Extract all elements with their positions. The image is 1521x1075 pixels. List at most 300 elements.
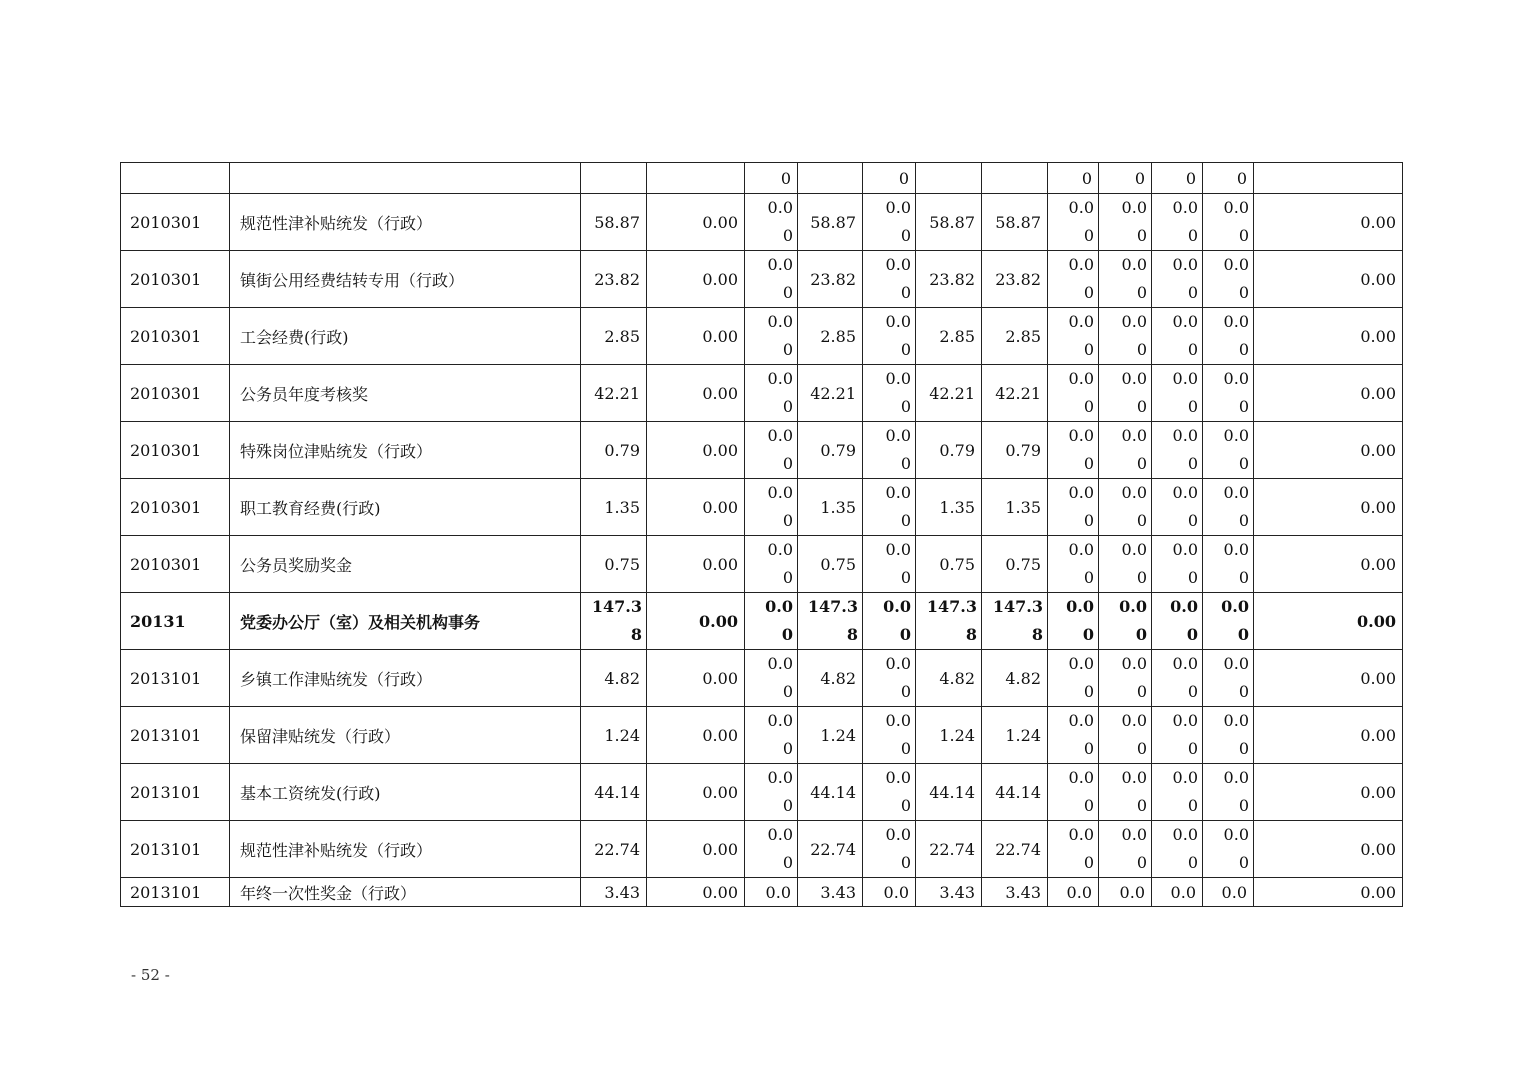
amount-cell: 0.00 (647, 821, 745, 878)
cell-line: 0 (1187, 454, 1198, 473)
cell-line: 0 (782, 511, 793, 530)
amount-cell (982, 593, 1048, 650)
cell-line: 0 (782, 796, 793, 815)
amount-cell: 58.87 (798, 194, 863, 251)
cell-line: 0.0 (1223, 711, 1249, 730)
cell-line: 0.0 (1223, 198, 1249, 217)
cell-line: 0 (900, 340, 911, 359)
amount-cell (1099, 251, 1152, 308)
amount-cell: 0.00 (1254, 650, 1403, 707)
cell-line: 0 (781, 625, 793, 644)
cell-line: 0 (1136, 454, 1147, 473)
cell-line: 0.0 (1068, 483, 1094, 502)
amount-cell (1048, 821, 1099, 878)
amount-cell: 0.0 (1048, 878, 1099, 907)
amount-cell (1152, 593, 1203, 650)
cell-line: 147.3 (591, 597, 642, 616)
cell-line: 0 (782, 226, 793, 245)
subject-name: 工会经费(行政) (230, 308, 581, 365)
subject-name: 基本工资统发(行政) (230, 764, 581, 821)
cell-line: 0.0 (1068, 426, 1094, 445)
cell-line: 0 (1083, 283, 1094, 302)
cell-line: 0 (1136, 796, 1147, 815)
cell-line: 0.0 (1068, 711, 1094, 730)
amount-cell: 0.00 (647, 707, 745, 764)
cell-line: 0 (1083, 340, 1094, 359)
subject-name: 规范性津补贴统发（行政） (230, 821, 581, 878)
table-cell: 0 (1152, 163, 1203, 194)
amount-cell (863, 251, 916, 308)
amount-cell (1152, 479, 1203, 536)
amount-cell: 44.14 (916, 764, 982, 821)
subject-code: 2010301 (121, 536, 230, 593)
amount-cell (745, 422, 798, 479)
cell-line: 0 (1083, 796, 1094, 815)
cell-line: 0.0 (1223, 825, 1249, 844)
cell-line: 0.0 (1068, 369, 1094, 388)
amount-cell: 0.00 (647, 308, 745, 365)
cell-line: 0.0 (1068, 768, 1094, 787)
amount-cell: 0.75 (581, 536, 647, 593)
amount-cell (1048, 365, 1099, 422)
amount-cell (1152, 365, 1203, 422)
amount-cell (863, 764, 916, 821)
amount-cell (745, 194, 798, 251)
amount-cell: 0.00 (1254, 308, 1403, 365)
cell-line: 0.0 (1223, 483, 1249, 502)
table-row (121, 163, 1403, 194)
amount-cell: 1.35 (581, 479, 647, 536)
cell-line: 0 (1238, 739, 1249, 758)
cell-line: 0.0 (1068, 198, 1094, 217)
amount-cell: 1.24 (581, 707, 647, 764)
cell-line: 0.0 (1119, 597, 1147, 616)
subject-code: 2010301 (121, 194, 230, 251)
amount-cell: 44.14 (581, 764, 647, 821)
amount-cell: 0.00 (647, 479, 745, 536)
cell-line: 0.0 (1172, 255, 1198, 274)
amount-cell: 58.87 (581, 194, 647, 251)
subject-code: 2010301 (121, 479, 230, 536)
cell-line: 0.0 (885, 426, 911, 445)
amount-cell: 0.00 (647, 422, 745, 479)
amount-cell (1048, 650, 1099, 707)
amount-cell (1099, 479, 1152, 536)
cell-line: 0.0 (885, 255, 911, 274)
amount-cell (863, 479, 916, 536)
cell-line: 0 (1083, 739, 1094, 758)
cell-line: 0.0 (1172, 198, 1198, 217)
amount-cell: 4.82 (798, 650, 863, 707)
amount-cell: 0.00 (647, 251, 745, 308)
cell-line: 0.0 (885, 198, 911, 217)
cell-line: 0 (900, 397, 911, 416)
cell-line: 0.0 (1221, 597, 1249, 616)
cell-line: 0 (1238, 397, 1249, 416)
table-row-category (121, 593, 1403, 650)
amount-cell: 3.43 (916, 878, 982, 907)
cell-line: 0.0 (1121, 426, 1147, 445)
subject-name: 公务员奖励奖金 (230, 536, 581, 593)
table-cell: 0 (745, 163, 798, 194)
amount-cell (1048, 251, 1099, 308)
cell-line: 0.0 (885, 825, 911, 844)
subject-code: 2013101 (121, 821, 230, 878)
amount-cell (863, 650, 916, 707)
table-cell: 0 (1203, 163, 1254, 194)
amount-cell (745, 821, 798, 878)
cell-line: 0.0 (885, 654, 911, 673)
amount-cell (745, 536, 798, 593)
cell-line: 0.0 (1223, 540, 1249, 559)
amount-cell (1099, 650, 1152, 707)
amount-cell: 0.75 (798, 536, 863, 593)
amount-cell (1203, 194, 1254, 251)
cell-line: 0 (1083, 682, 1094, 701)
amount-cell: 0.00 (647, 764, 745, 821)
cell-line: 0 (900, 682, 911, 701)
amount-cell: 0.00 (647, 593, 745, 650)
cell-line: 0 (1187, 739, 1198, 758)
amount-cell (1203, 479, 1254, 536)
table-row (121, 707, 1403, 764)
cell-line: 0 (1238, 682, 1249, 701)
amount-cell (1048, 593, 1099, 650)
table-row (121, 308, 1403, 365)
subject-code: 2010301 (121, 365, 230, 422)
amount-cell: 22.74 (982, 821, 1048, 878)
cell-line: 0 (1187, 226, 1198, 245)
amount-cell (863, 365, 916, 422)
table-cell (230, 163, 581, 194)
amount-cell: 0.00 (1254, 764, 1403, 821)
amount-cell (745, 365, 798, 422)
table-row (121, 422, 1403, 479)
amount-cell: 58.87 (982, 194, 1048, 251)
cell-line: 0.0 (1223, 312, 1249, 331)
cell-line: 0 (1083, 454, 1094, 473)
amount-cell (1152, 821, 1203, 878)
cell-line: 0.0 (1068, 255, 1094, 274)
amount-cell: 0.0 (863, 878, 916, 907)
cell-line: 0.0 (885, 312, 911, 331)
cell-line: 0 (1187, 796, 1198, 815)
cell-line: 0 (1136, 568, 1147, 587)
table-row (121, 365, 1403, 422)
cell-line: 0.0 (1172, 711, 1198, 730)
table-row (121, 650, 1403, 707)
cell-line: 147.3 (992, 597, 1043, 616)
amount-cell (745, 764, 798, 821)
amount-cell: 44.14 (798, 764, 863, 821)
amount-cell: 0.75 (982, 536, 1048, 593)
cell-line: 0 (782, 340, 793, 359)
cell-line: 0 (900, 568, 911, 587)
amount-cell (1203, 422, 1254, 479)
amount-cell: 0.0 (745, 878, 798, 907)
amount-cell (1099, 593, 1152, 650)
cell-line: 0 (1135, 625, 1147, 644)
amount-cell (863, 593, 916, 650)
cell-line: 0.0 (1068, 825, 1094, 844)
cell-line: 147.3 (807, 597, 858, 616)
cell-line: 0.0 (1121, 654, 1147, 673)
cell-line: 0 (1136, 340, 1147, 359)
amount-cell: 22.74 (798, 821, 863, 878)
subject-code: 2013101 (121, 878, 230, 907)
subject-code: 20131 (121, 593, 230, 650)
amount-cell (745, 707, 798, 764)
cell-line: 0 (900, 226, 911, 245)
cell-line: 0.0 (1172, 768, 1198, 787)
cell-line: 147.3 (926, 597, 977, 616)
subject-name: 党委办公厅（室）及相关机构事务 (230, 593, 581, 650)
table-cell (121, 163, 230, 194)
table-row (121, 878, 1403, 907)
cell-line: 0 (1187, 682, 1198, 701)
subject-code: 2010301 (121, 251, 230, 308)
table-cell (1254, 163, 1403, 194)
cell-line: 0 (782, 454, 793, 473)
amount-cell: 23.82 (581, 251, 647, 308)
amount-cell (1152, 422, 1203, 479)
amount-cell (1099, 707, 1152, 764)
amount-cell (745, 479, 798, 536)
amount-cell (798, 593, 863, 650)
cell-line: 0 (1238, 226, 1249, 245)
table-row (121, 251, 1403, 308)
amount-cell: 0.00 (647, 536, 745, 593)
cell-line: 0.0 (1121, 198, 1147, 217)
cell-line: 0 (1083, 568, 1094, 587)
cell-line: 0.0 (1172, 483, 1198, 502)
amount-cell (863, 194, 916, 251)
cell-line: 0 (1187, 568, 1198, 587)
cell-line: 0.0 (885, 540, 911, 559)
subject-code: 2010301 (121, 422, 230, 479)
table-row (121, 536, 1403, 593)
amount-cell: 1.35 (798, 479, 863, 536)
amount-cell (1048, 194, 1099, 251)
subject-name: 职工教育经费(行政) (230, 479, 581, 536)
amount-cell: 42.21 (581, 365, 647, 422)
amount-cell (1152, 308, 1203, 365)
amount-cell: 0.00 (1254, 536, 1403, 593)
cell-line: 8 (846, 625, 858, 644)
amount-cell: 1.35 (916, 479, 982, 536)
cell-line: 0.0 (1172, 540, 1198, 559)
cell-line: 8 (1031, 625, 1043, 644)
amount-cell (1203, 593, 1254, 650)
cell-line: 0.0 (767, 483, 793, 502)
cell-line: 0.0 (767, 654, 793, 673)
amount-cell (1152, 194, 1203, 251)
amount-cell: 44.14 (982, 764, 1048, 821)
cell-line: 0 (1136, 283, 1147, 302)
amount-cell (1152, 650, 1203, 707)
table-cell (916, 163, 982, 194)
cell-line: 0.0 (767, 369, 793, 388)
amount-cell (745, 251, 798, 308)
cell-line: 0 (782, 568, 793, 587)
cell-line: 0.0 (1121, 312, 1147, 331)
cell-line: 0 (782, 682, 793, 701)
amount-cell (1152, 251, 1203, 308)
cell-line: 0.0 (1121, 255, 1147, 274)
amount-cell (1203, 365, 1254, 422)
table-cell (647, 163, 745, 194)
amount-cell: 0.75 (916, 536, 982, 593)
amount-cell: 1.24 (982, 707, 1048, 764)
cell-line: 0.0 (1121, 369, 1147, 388)
amount-cell: 0.79 (798, 422, 863, 479)
subject-name: 镇街公用经费结转专用（行政） (230, 251, 581, 308)
cell-line: 0 (1187, 397, 1198, 416)
subject-name: 公务员年度考核奖 (230, 365, 581, 422)
cell-line: 0 (900, 454, 911, 473)
amount-cell: 58.87 (916, 194, 982, 251)
cell-line: 0.0 (1223, 369, 1249, 388)
cell-line: 0.0 (1121, 711, 1147, 730)
cell-line: 0.0 (767, 198, 793, 217)
amount-cell (1203, 821, 1254, 878)
amount-cell (581, 593, 647, 650)
cell-line: 0 (782, 397, 793, 416)
table-cell: 0 (1048, 163, 1099, 194)
cell-line: 0 (1187, 283, 1198, 302)
cell-line: 0 (1083, 226, 1094, 245)
cell-line: 0.0 (885, 711, 911, 730)
amount-cell: 42.21 (982, 365, 1048, 422)
amount-cell: 23.82 (982, 251, 1048, 308)
cell-line: 0 (1136, 226, 1147, 245)
amount-cell: 0.00 (1254, 422, 1403, 479)
cell-line: 0.0 (1121, 825, 1147, 844)
amount-cell: 0.79 (982, 422, 1048, 479)
amount-cell (1048, 422, 1099, 479)
cell-line: 0.0 (1223, 768, 1249, 787)
cell-line: 0.0 (1172, 825, 1198, 844)
cell-line: 0.0 (1223, 255, 1249, 274)
amount-cell: 0.00 (647, 878, 745, 907)
amount-cell (863, 821, 916, 878)
amount-cell: 3.43 (581, 878, 647, 907)
amount-cell (1048, 308, 1099, 365)
cell-line: 0 (782, 283, 793, 302)
cell-line: 8 (965, 625, 977, 644)
cell-line: 0 (1187, 511, 1198, 530)
cell-line: 0.0 (1172, 426, 1198, 445)
amount-cell: 4.82 (982, 650, 1048, 707)
table-row (121, 479, 1403, 536)
amount-cell (863, 536, 916, 593)
cell-line: 0 (1238, 454, 1249, 473)
amount-cell (1048, 764, 1099, 821)
amount-cell: 0.00 (647, 194, 745, 251)
cell-line: 0.0 (883, 597, 911, 616)
amount-cell (1203, 308, 1254, 365)
amount-cell: 0.00 (1254, 194, 1403, 251)
amount-cell: 2.85 (581, 308, 647, 365)
cell-line: 0.0 (1121, 540, 1147, 559)
cell-line: 0 (1238, 283, 1249, 302)
cell-line: 0 (900, 853, 911, 872)
subject-name: 乡镇工作津贴统发（行政） (230, 650, 581, 707)
amount-cell (1099, 365, 1152, 422)
amount-cell (863, 422, 916, 479)
table-body (121, 163, 1403, 907)
subject-code: 2013101 (121, 707, 230, 764)
cell-line: 0 (1136, 511, 1147, 530)
amount-cell: 0.79 (916, 422, 982, 479)
cell-line: 0 (1136, 397, 1147, 416)
cell-line: 0 (1136, 682, 1147, 701)
amount-cell (1099, 536, 1152, 593)
cell-line: 0 (1083, 397, 1094, 416)
amount-cell (1099, 764, 1152, 821)
amount-cell: 4.82 (916, 650, 982, 707)
cell-line: 0.0 (767, 825, 793, 844)
subject-name: 规范性津补贴统发（行政） (230, 194, 581, 251)
amount-cell: 23.82 (798, 251, 863, 308)
amount-cell: 0.0 (1152, 878, 1203, 907)
cell-line: 0.0 (1068, 654, 1094, 673)
cell-line: 0.0 (767, 768, 793, 787)
cell-line: 0 (900, 739, 911, 758)
amount-cell: 1.24 (916, 707, 982, 764)
amount-cell: 0.00 (1254, 878, 1403, 907)
cell-line: 0.0 (1172, 312, 1198, 331)
amount-cell (1099, 821, 1152, 878)
cell-line: 0.0 (1223, 654, 1249, 673)
table-cell (798, 163, 863, 194)
amount-cell (1152, 764, 1203, 821)
amount-cell: 0.00 (1254, 821, 1403, 878)
amount-cell: 0.00 (647, 365, 745, 422)
budget-table (120, 162, 1403, 907)
amount-cell: 2.85 (916, 308, 982, 365)
cell-line: 0.0 (1068, 312, 1094, 331)
amount-cell (1099, 194, 1152, 251)
cell-line: 0 (900, 283, 911, 302)
cell-line: 0 (782, 853, 793, 872)
amount-cell: 0.00 (1254, 365, 1403, 422)
cell-line: 0.0 (765, 597, 793, 616)
amount-cell (1048, 707, 1099, 764)
amount-cell (1203, 536, 1254, 593)
cell-line: 0 (900, 796, 911, 815)
cell-line: 0 (1187, 853, 1198, 872)
cell-line: 0.0 (1172, 654, 1198, 673)
amount-cell (916, 593, 982, 650)
cell-line: 0 (1238, 511, 1249, 530)
amount-cell: 0.00 (1254, 251, 1403, 308)
cell-line: 0 (1136, 739, 1147, 758)
subject-name: 年终一次性奖金（行政） (230, 878, 581, 907)
cell-line: 0.0 (767, 426, 793, 445)
amount-cell: 3.43 (982, 878, 1048, 907)
cell-line: 0.0 (1121, 483, 1147, 502)
amount-cell: 3.43 (798, 878, 863, 907)
amount-cell (863, 707, 916, 764)
cell-line: 0 (1083, 853, 1094, 872)
table-row (121, 194, 1403, 251)
amount-cell: 0.0 (1203, 878, 1254, 907)
amount-cell (1099, 308, 1152, 365)
cell-line: 0.0 (767, 312, 793, 331)
amount-cell (1152, 707, 1203, 764)
cell-line: 0.0 (885, 483, 911, 502)
